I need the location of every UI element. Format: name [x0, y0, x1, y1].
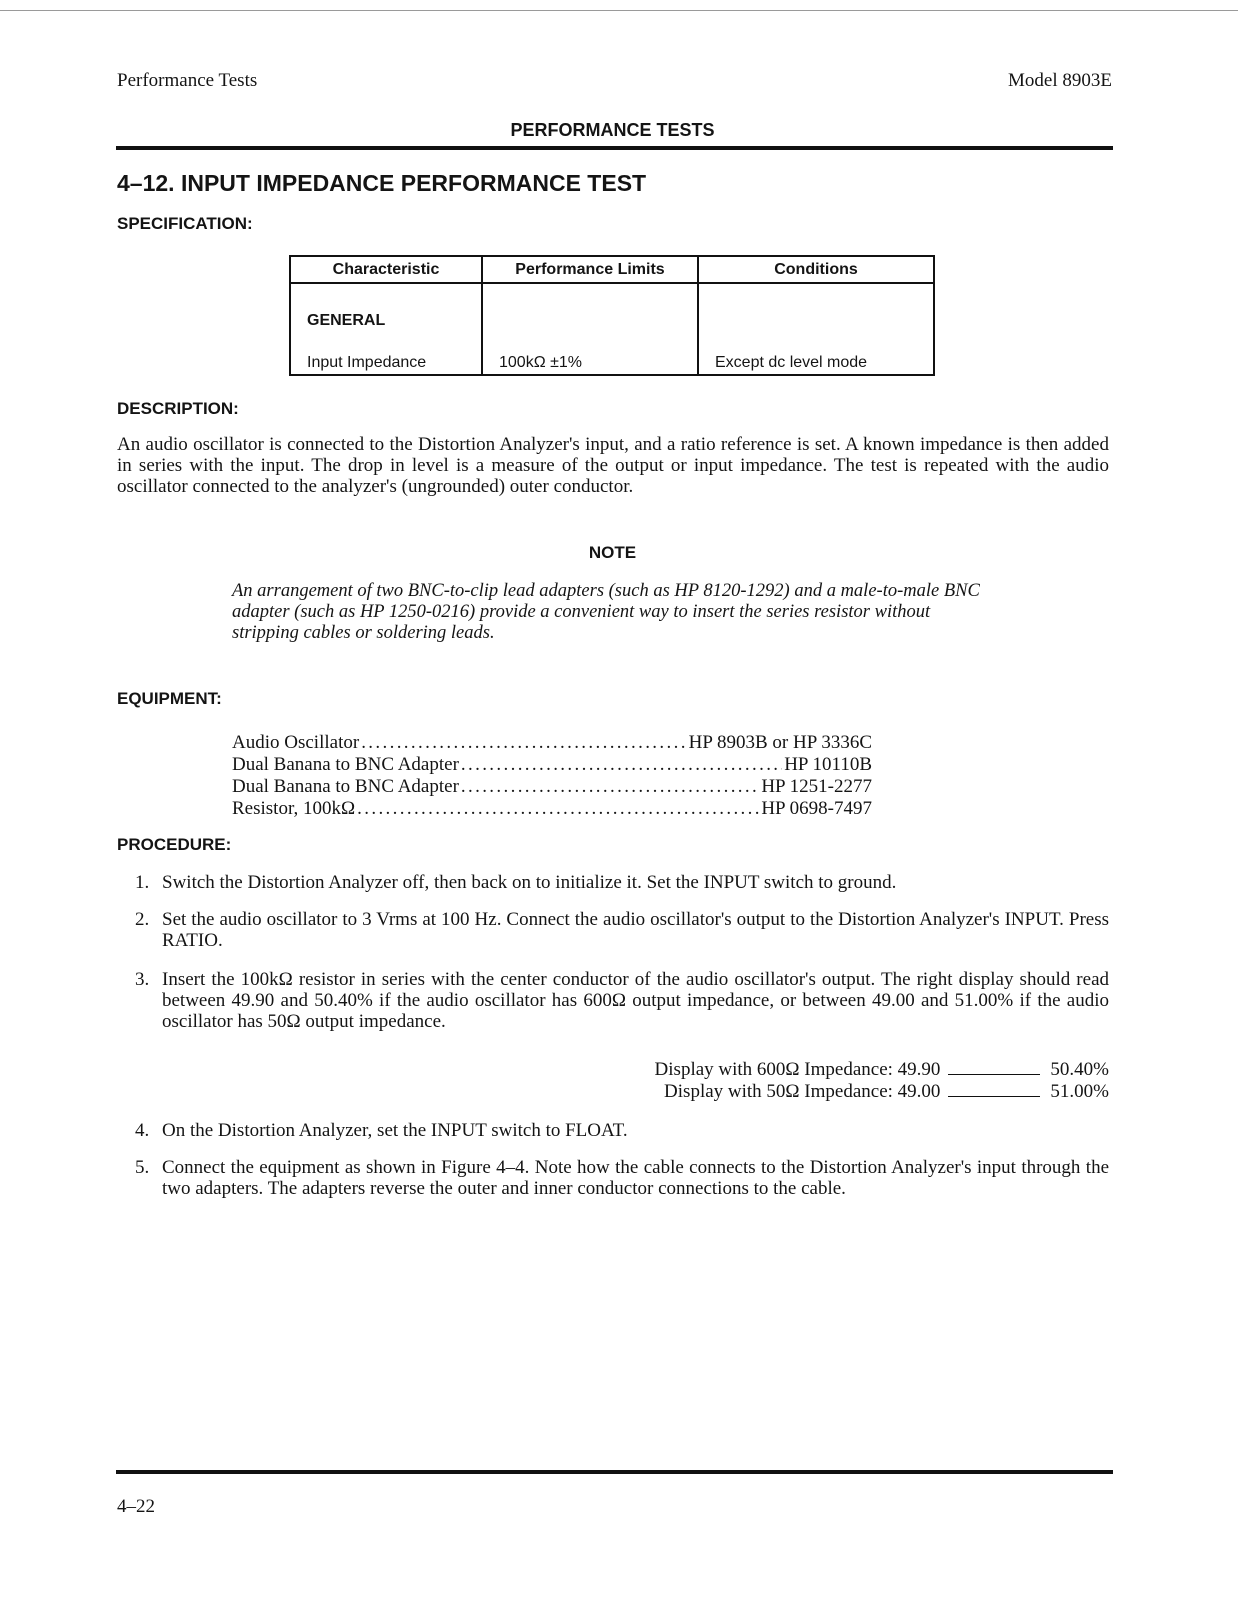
equipment-heading: EQUIPMENT: — [117, 689, 222, 708]
header-section-name: Performance Tests — [117, 70, 258, 91]
list-item — [232, 732, 872, 754]
spec-group-label: GENERAL — [290, 283, 482, 348]
spec-performance-limit: 100kΩ ±1% — [482, 348, 698, 375]
table-cell — [698, 283, 934, 348]
step-number: 2. — [135, 909, 150, 930]
equipment-name: Resistor, 100kΩ — [232, 798, 356, 819]
column-header-conditions: Conditions — [698, 256, 934, 283]
column-header-performance-limits: Performance Limits — [482, 256, 698, 283]
equipment-name: Audio Oscillator — [232, 732, 360, 753]
record-blank — [948, 1058, 1040, 1075]
equipment-model: HP 8903B or HP 3336C — [688, 732, 872, 753]
display-check-row — [655, 1058, 1109, 1081]
list-item — [232, 776, 872, 798]
table-cell — [482, 283, 698, 348]
display-check-max: 50.40% — [1050, 1059, 1109, 1080]
description-text: An audio oscillator is connected to the Distortion Analyzer's input, and a ratio reference is set. A known impedance is then added in series with the input. The drop in level is a measure of the output or input impedance. The test is repeated with the audio oscillator connected to the analyzer's (ungrounded) outer conductor. — [117, 434, 1109, 497]
table-header-row — [290, 256, 934, 283]
specification-heading: SPECIFICATION: — [117, 214, 253, 233]
top-scan-rule — [0, 10, 1238, 11]
page-title: 4–12. INPUT IMPEDANCE PERFORMANCE TEST — [117, 170, 647, 196]
step-text: Connect the equipment as shown in Figure 4–4. Note how the cable connects to the Distortion Analyzer's input through the two adapters. The adapters reverse the outer and inner conductor connections to the cable. — [162, 1157, 1109, 1199]
equipment-name: Dual Banana to BNC Adapter — [232, 754, 459, 775]
note-heading: NOTE — [588, 543, 637, 562]
display-check-row — [664, 1080, 1109, 1103]
equipment-list — [232, 732, 872, 820]
step-text: Insert the 100kΩ resistor in series with the center conductor of the audio oscillator's output. The right display should read between 49.90 and 50.40% if the audio oscillator has 600Ω output impedance, or between 49.00 and 51.00% if the audio oscillator has 50Ω output impedance. — [162, 969, 1109, 1032]
leader-dots — [361, 732, 686, 754]
equipment-model: HP 1251-2277 — [761, 776, 872, 797]
header-rule — [116, 146, 1113, 150]
step-number: 4. — [135, 1120, 150, 1141]
leader-dots — [357, 798, 759, 820]
step-text: Set the audio oscillator to 3 Vrms at 100 Hz. Connect the audio oscillator's output to the Distortion Analyzer's INPUT. Press RATIO. — [162, 909, 1109, 951]
list-item — [232, 798, 872, 820]
step-number: 3. — [135, 969, 150, 990]
record-blank — [948, 1080, 1040, 1097]
description-heading: DESCRIPTION: — [117, 399, 239, 418]
table-row — [290, 348, 934, 375]
specification-table — [289, 255, 935, 376]
display-check-max: 51.00% — [1050, 1081, 1109, 1102]
equipment-model: HP 0698-7497 — [761, 798, 872, 819]
page-number: 4–22 — [117, 1496, 155, 1517]
procedure-heading: PROCEDURE: — [117, 835, 232, 854]
table-row — [290, 283, 934, 348]
step-text: Switch the Distortion Analyzer off, then back on to initialize it. Set the INPUT switch to ground. — [162, 872, 897, 893]
display-check-min: 49.00 — [897, 1081, 941, 1102]
step-text: On the Distortion Analyzer, set the INPUT switch to FLOAT. — [162, 1120, 628, 1141]
column-header-characteristic: Characteristic — [290, 256, 482, 283]
equipment-name: Dual Banana to BNC Adapter — [232, 776, 459, 797]
note-text: An arrangement of two BNC-to-clip lead adapters (such as HP 8120-1292) and a male-to-male BNC adapter (such as HP 1250-0216) provide a convenient way to insert the series resistor without stripping cables or soldering leads. — [232, 581, 980, 643]
display-check-label: Display with 600Ω Impedance: — [654, 1059, 893, 1080]
display-check-label: Display with 50Ω Impedance: — [664, 1081, 893, 1102]
spec-characteristic: Input Impedance — [290, 348, 482, 375]
step-number: 5. — [135, 1157, 150, 1178]
leader-dots — [461, 776, 759, 798]
footer-rule — [116, 1470, 1113, 1474]
list-item — [232, 754, 872, 776]
spec-conditions: Except dc level mode — [698, 348, 934, 375]
step-number: 1. — [135, 872, 150, 893]
procedure-steps — [117, 872, 1109, 1252]
equipment-model: HP 10110B — [784, 754, 872, 775]
section-label: PERFORMANCE TESTS — [510, 120, 715, 140]
leader-dots — [461, 754, 782, 776]
display-check-min: 49.90 — [897, 1059, 941, 1080]
header-model: Model 8903E — [1008, 70, 1112, 91]
